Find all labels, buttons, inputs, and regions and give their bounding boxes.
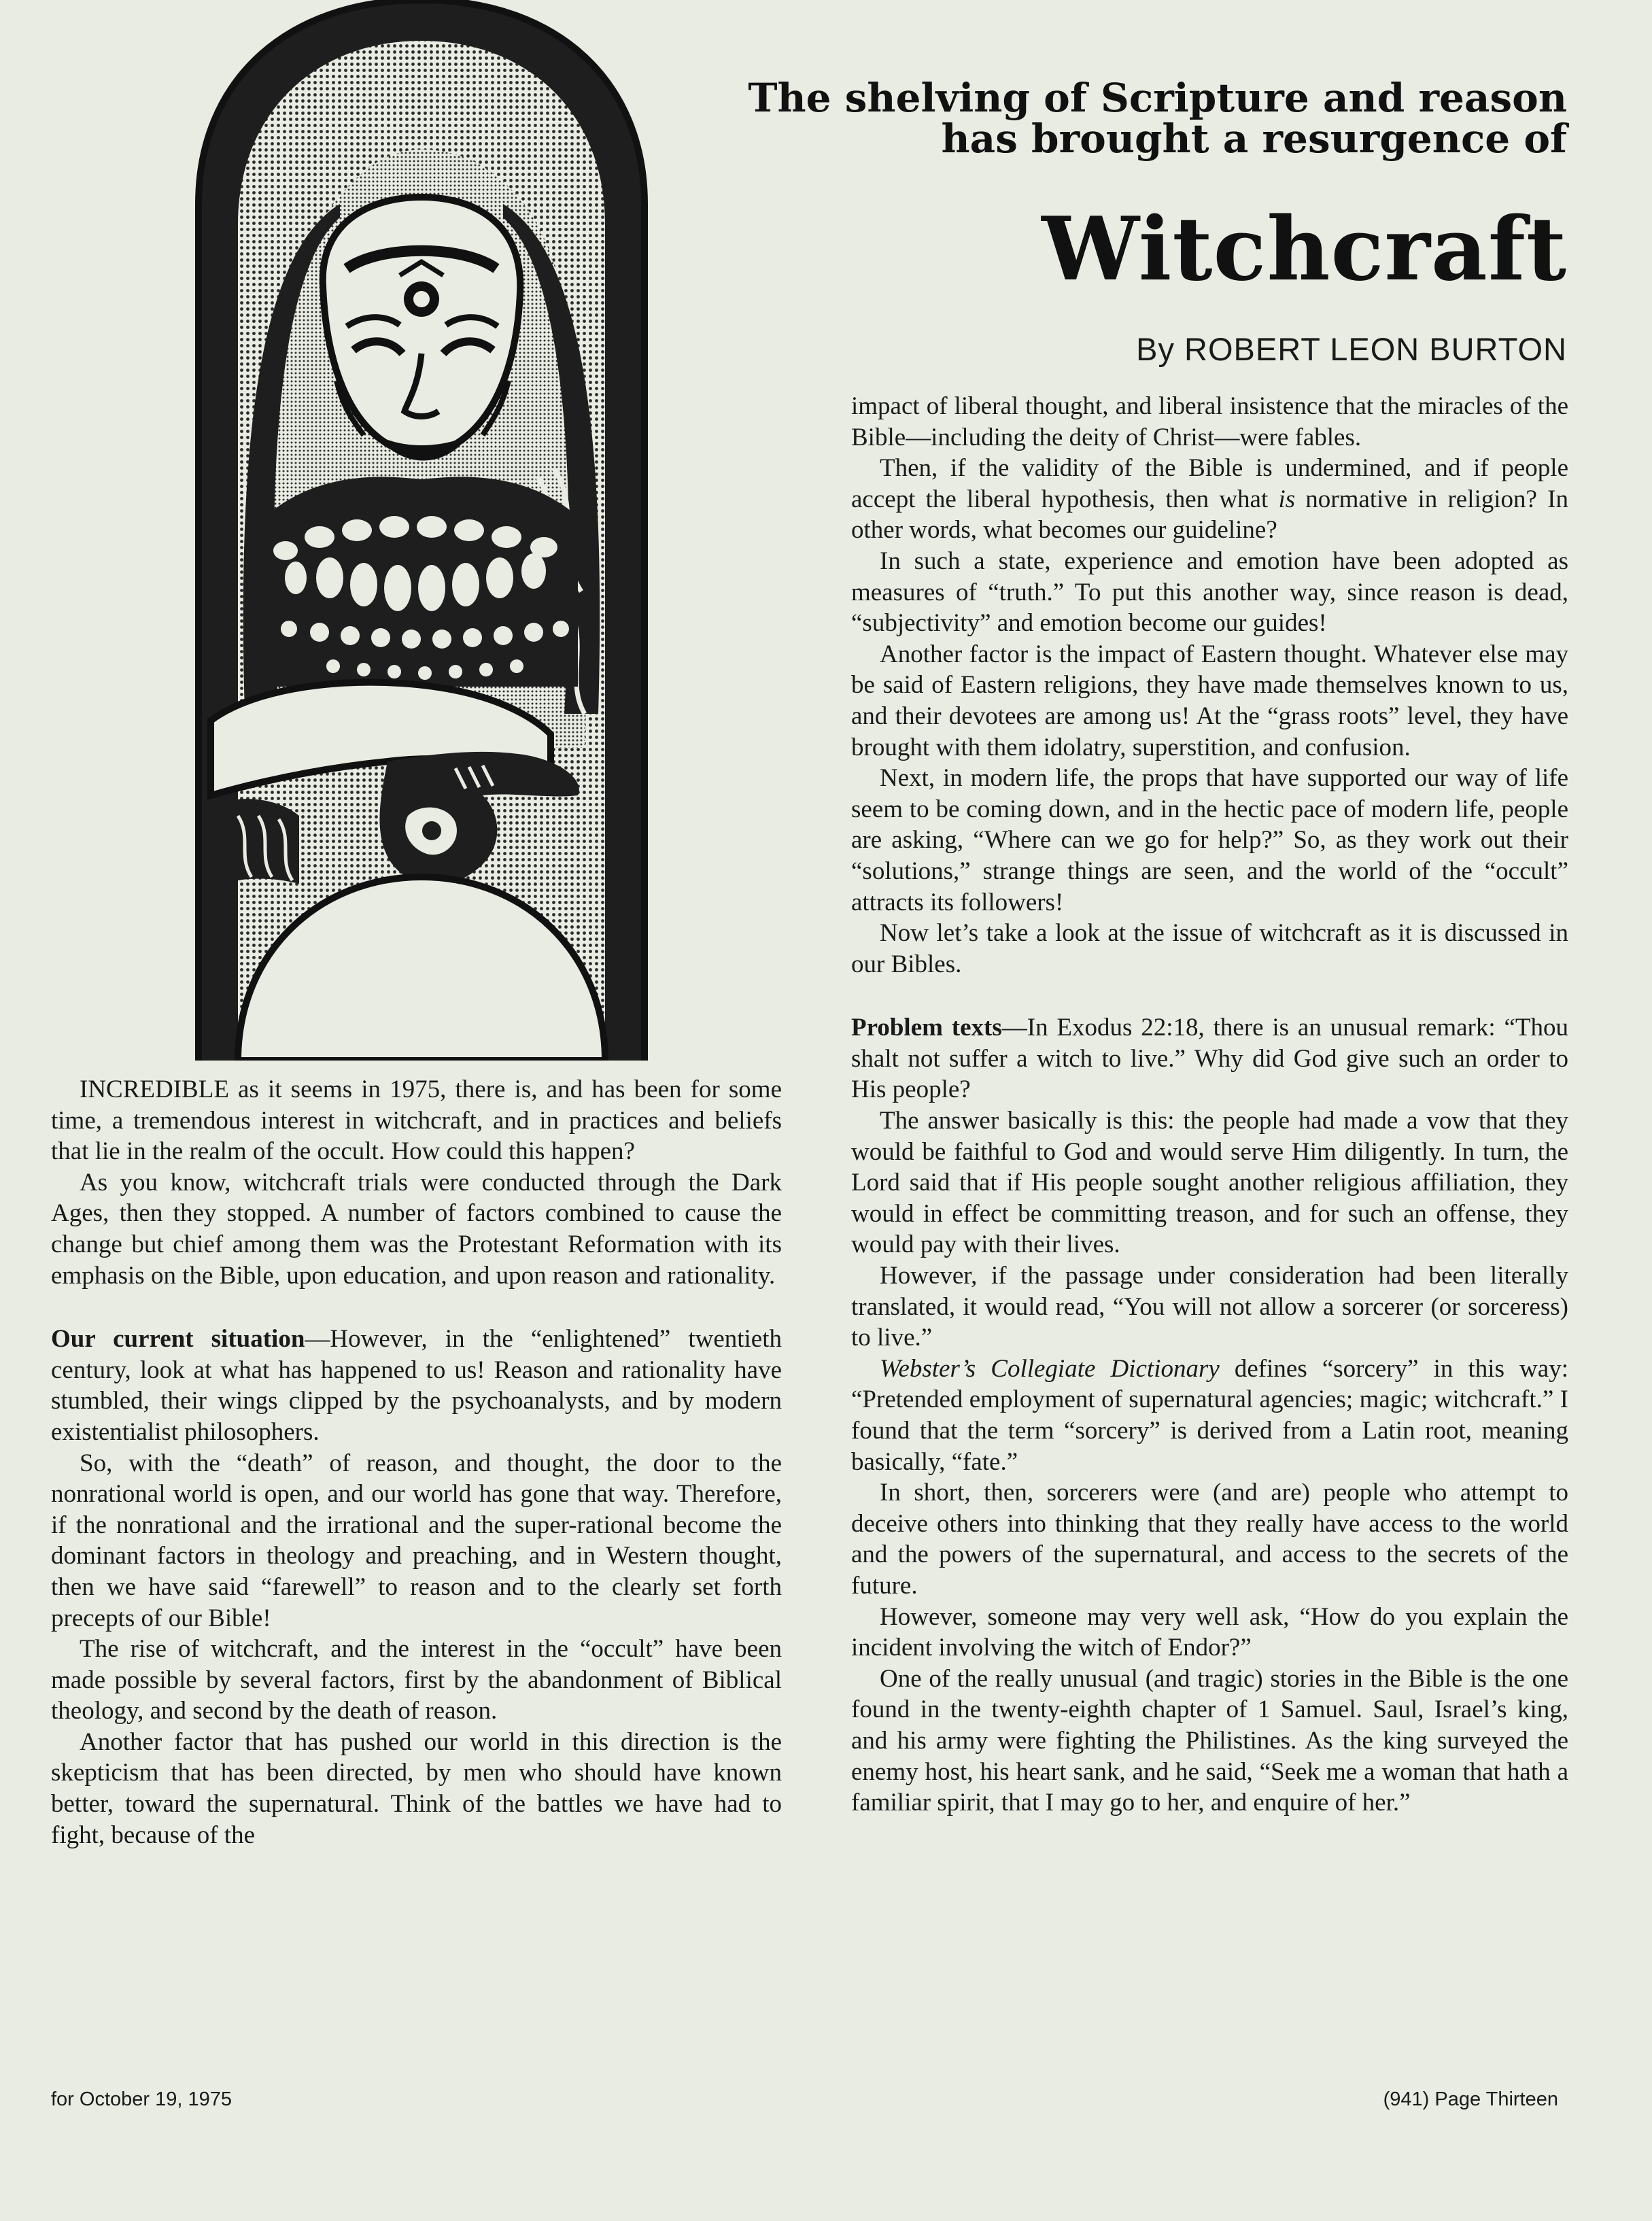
paragraph: Now let’s take a look at the issue of witchcraft as it is discussed in our Bibles. (851, 919, 1568, 978)
paragraph: In short, then, sorcerers were (and are) people who attempt to deceive others into thinking that they really have access to the world and the powers of the supernatural, and access to the secrets of the future. (851, 1479, 1568, 1600)
left-column (51, 1074, 782, 1850)
paragraph: However, if the passage under consideration had been literally translated, it would read, “You will not allow a sorcerer (or sorceress) to live.” (851, 1262, 1568, 1352)
footer-page-number: (941) Page Thirteen (1383, 2088, 1558, 2110)
paragraph: INCREDIBLE as it seems in 1975, there is, and has been for some time, a tremendous interest in witchcraft, and in practices and beliefs that lie in the realm of the occult. How could this happen? (51, 1075, 782, 1166)
paragraph: Another factor that has pushed our world in this direction is the skepticism that has been directed, by men who should have known better, toward the supernatural. Think of the battles we have had to fight, because of the (51, 1727, 782, 1849)
paragraph: impact of liberal thought, and liberal insistence that the miracles of the Bible—including the deity of Christ—were fables. (851, 392, 1568, 451)
section-heading: Problem texts (851, 1014, 1002, 1042)
paragraph: Next, in modern life, the props that have supported our way of life seem to be coming down, and in the hectic pace of modern life, people are asking, “Where can we go for help?” So, as they work out their “solutions,” strange things are seen, and the world of the “occult” attracts its followers! (851, 764, 1568, 916)
article-title: Witchcraft (1042, 199, 1567, 300)
paragraph: So, with the “death” of reason, and thought, the door to the nonrational world is open, and our world has gone that way. Therefore, if the nonrational and the irrational and the super-rational become the dominant factors in theology and preaching, and in Western thought, then we have said “farewell” to reason and to the clearly set forth precepts of our Bible! (51, 1449, 782, 1632)
paragraph: The rise of witchcraft, and the interest in the “occult” have been made possible by several factors, first by the abandonment of Biblical theology, and second by the death of reason. (51, 1635, 782, 1725)
paragraph: In such a state, experience and emotion have been adopted as measures of “truth.” To put this another way, since reason is dead, “subjectivity” and emotion become our guides! (851, 547, 1568, 638)
section-heading: Our current situation (51, 1325, 305, 1354)
paragraph: As you know, witchcraft trials were conducted through the Dark Ages, then they stopped. A number of factors combined to cause the change but chief among them was the Protestant Reformation with its emphasis on the Bible, upon education, and upon reason and rationality. (51, 1168, 782, 1290)
paragraph: The answer basically is this: the people had made a vow that they would be faithful to God and would serve Him diligently. In turn, the Lord said that if His people sought another religious affiliation, they would in effect be committing treason, and for such an offense, they would pay with their lives. (851, 1107, 1568, 1259)
paragraph: Webster’s Collegiate Dictionary defines “sorcery” in this way: “Pretended employment of supernatural agencies; magic; witchcraft.” I found that the term “sorcery” is derived from a Latin root, meaning basically, “fate.” (851, 1354, 1568, 1476)
byline: By ROBERT LEON BURTON (1136, 331, 1567, 367)
paragraph: One of the really unusual (and tragic) stories in the Bible is the one found in the twenty-eighth chapter of 1 Samuel. Saul, Israel’s king, and his army were fighting the Philistines. As the king surveyed the enemy host, his heart sank, and he said, “Seek me a woman that hath a familiar spirit, that I may go to her, and enquire of her.” (851, 1664, 1568, 1817)
witch-illustration (184, 0, 659, 1061)
headline-kicker-line-1: The shelving of Scripture and reason (748, 75, 1567, 121)
paragraph: Another factor is the impact of Eastern thought. Whatever else may be said of Eastern religions, they have made themselves known to us, and their devotees are among us! At the “grass roots” level, they have brought with them idolatry, superstition, and confusion. (851, 640, 1568, 761)
footer-date: for October 19, 1975 (51, 2088, 232, 2110)
right-column (851, 391, 1568, 1819)
paragraph: Problem texts—In Exodus 22:18, there is an unusual remark: “Thou shalt not suffer a witch to live.” Why did God give such an order to His people? (851, 1014, 1569, 1104)
paragraph: However, someone may very well ask, “How do you explain the incident involving the witch of Endor?” (851, 1602, 1568, 1662)
paragraph: Our current situation—However, in the “enlightened” twentieth century, look at what has happened to us! Reason and rationality have stumbled, their wings clipped by the psychoanalysts, and by modern existentialist philosophers. (51, 1325, 782, 1446)
paragraph: Then, if the validity of the Bible is undermined, and if people accept the liberal hypothesis, then what is normative in religion? In other words, what becomes our guideline? (851, 454, 1568, 545)
headline-kicker-line-2: has brought a resurgence of (941, 116, 1567, 162)
